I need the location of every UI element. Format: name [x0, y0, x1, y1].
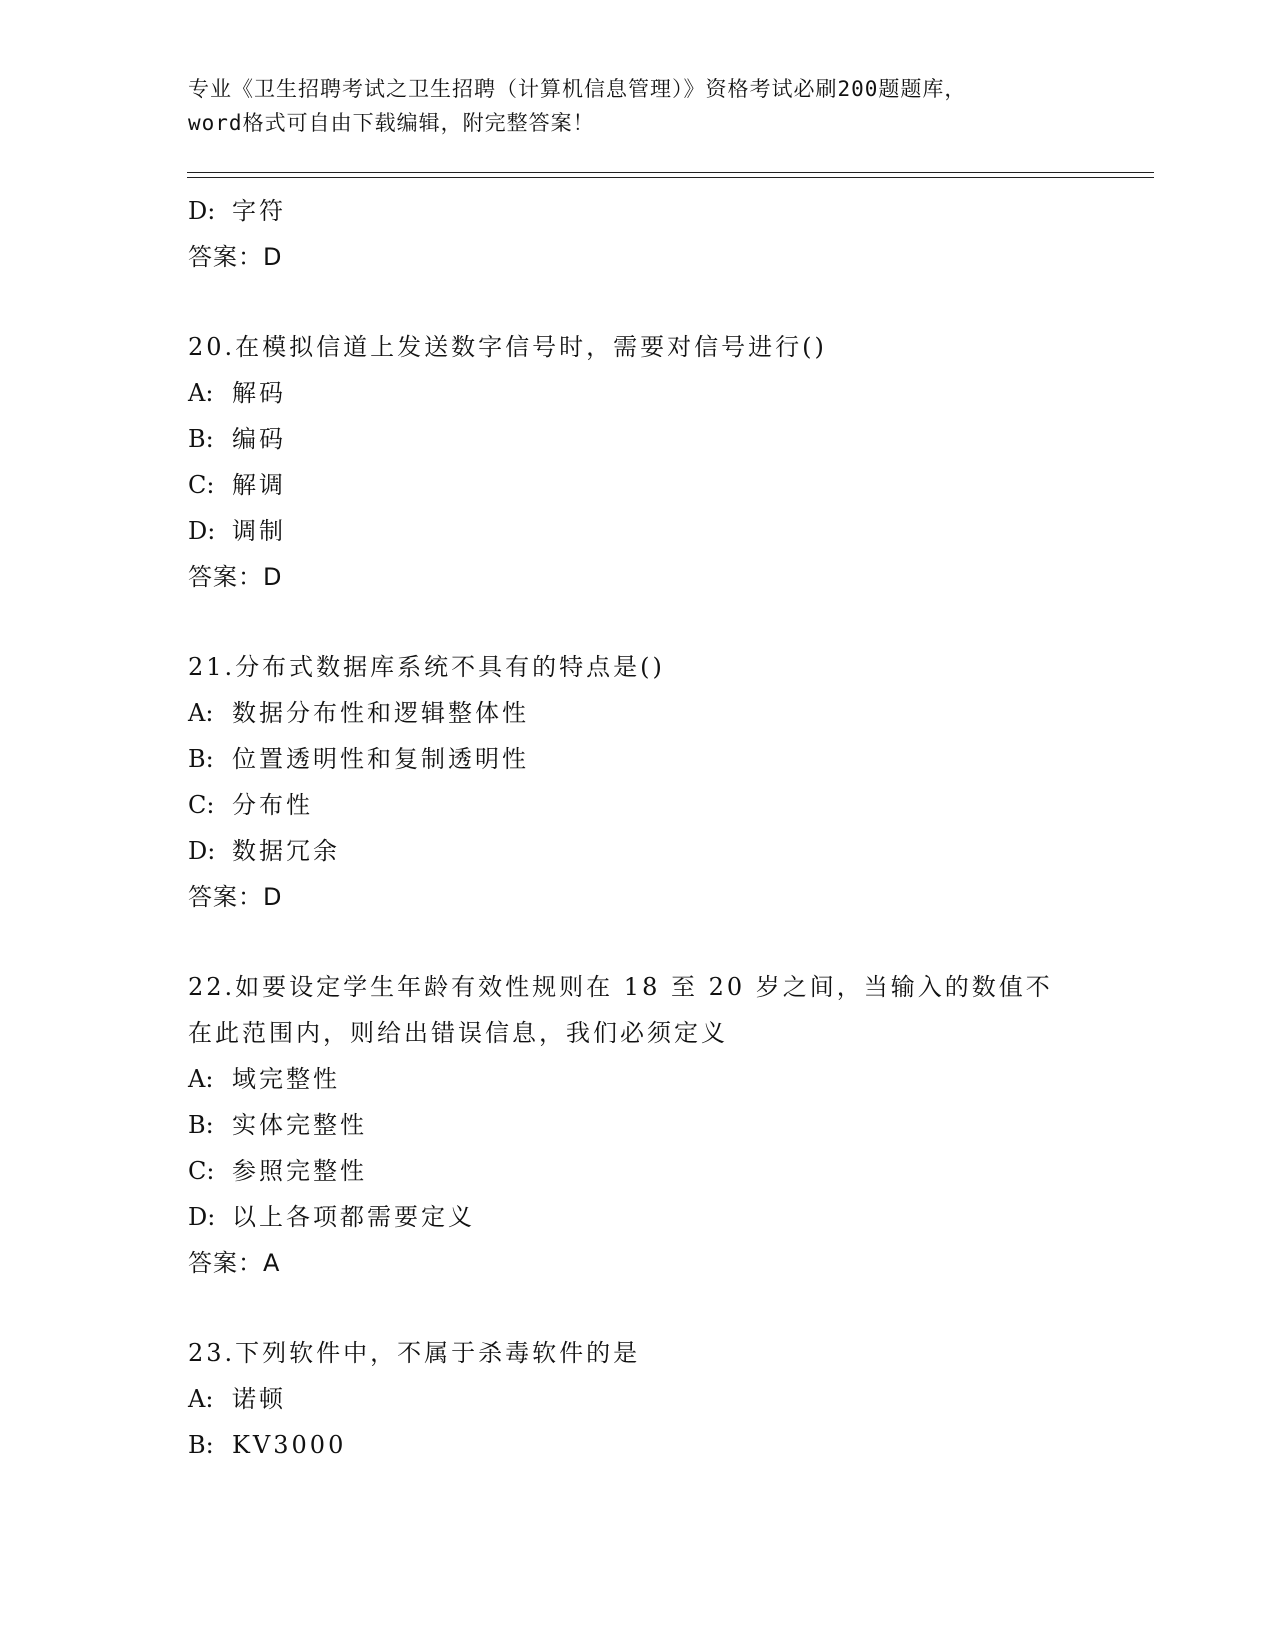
- option-key: B:: [188, 425, 214, 453]
- question-stem-line-1: 22.如要设定学生年龄有效性规则在 18 至 20 岁之间，当输入的数值不: [188, 973, 1053, 1001]
- option-key: D:: [188, 1203, 216, 1231]
- option-key: D:: [188, 837, 216, 865]
- option-text: 数据冗余: [232, 837, 340, 865]
- option-text: 以上各项都需要定义: [232, 1203, 475, 1231]
- question-stem: 23.下列软件中，不属于杀毒软件的是: [188, 1339, 641, 1367]
- option-key: C:: [188, 471, 215, 499]
- option-text: 分布性: [232, 791, 313, 819]
- option-a: [188, 690, 1088, 736]
- option-key: D:: [188, 517, 216, 545]
- option-c: [188, 782, 1088, 828]
- option-key: C:: [188, 791, 215, 819]
- option-d: [188, 828, 1088, 874]
- header-title-line-1: 专业《卫生招聘考试之卫生招聘（计算机信息管理）》资格考试必刷200题题库，: [188, 77, 967, 101]
- option-text: 位置透明性和复制透明性: [232, 745, 529, 773]
- option-text: 字符: [232, 197, 286, 225]
- option-text: KV3000: [232, 1431, 347, 1459]
- question-list: [188, 188, 1088, 1468]
- question-stem: 20.在模拟信道上发送数字信号时，需要对信号进行(): [188, 333, 827, 361]
- option-d: [188, 188, 1088, 234]
- option-text: 数据分布性和逻辑整体性: [232, 699, 529, 727]
- document-header: [188, 72, 1088, 140]
- option-text: 实体完整性: [232, 1111, 367, 1139]
- option-a: [188, 1056, 1088, 1102]
- option-d: [188, 508, 1088, 554]
- option-text: 域完整性: [232, 1065, 340, 1093]
- option-text: 调制: [232, 517, 286, 545]
- question-block: [188, 324, 1088, 600]
- option-key: A:: [188, 1385, 214, 1413]
- header-divider-bottom: [187, 177, 1154, 178]
- option-a: [188, 1376, 1088, 1422]
- question-block: [188, 188, 1088, 280]
- option-text: 编码: [232, 425, 286, 453]
- option-key: D:: [188, 197, 216, 225]
- option-b: [188, 736, 1088, 782]
- option-key: C:: [188, 1157, 215, 1185]
- option-b: [188, 1102, 1088, 1148]
- option-text: 诺顿: [232, 1385, 286, 1413]
- option-text: 解调: [232, 471, 286, 499]
- answer-line: 答案：D: [188, 883, 283, 911]
- option-text: 参照完整性: [232, 1157, 367, 1185]
- answer-line: 答案：D: [188, 243, 283, 271]
- question-stem: 21.分布式数据库系统不具有的特点是(): [188, 653, 665, 681]
- question-block: [188, 964, 1088, 1286]
- question-stem-line-2: 在此范围内，则给出错误信息，我们必须定义: [188, 1019, 728, 1047]
- question-block: [188, 1330, 1088, 1468]
- option-c: [188, 462, 1088, 508]
- option-b: [188, 416, 1088, 462]
- header-divider-top: [187, 172, 1154, 173]
- option-key: A:: [188, 699, 214, 727]
- option-key: B:: [188, 1111, 214, 1139]
- option-key: B:: [188, 745, 214, 773]
- option-text: 解码: [232, 379, 286, 407]
- answer-line: 答案：D: [188, 563, 283, 591]
- option-key: A:: [188, 379, 214, 407]
- answer-line: 答案：A: [188, 1249, 281, 1277]
- question-block: [188, 644, 1088, 920]
- option-key: B:: [188, 1431, 214, 1459]
- header-title-line-2: word格式可自由下载编辑，附完整答案！: [188, 111, 595, 135]
- option-key: A:: [188, 1065, 214, 1093]
- option-d: [188, 1194, 1088, 1240]
- option-a: [188, 370, 1088, 416]
- option-b: [188, 1422, 1088, 1468]
- option-c: [188, 1148, 1088, 1194]
